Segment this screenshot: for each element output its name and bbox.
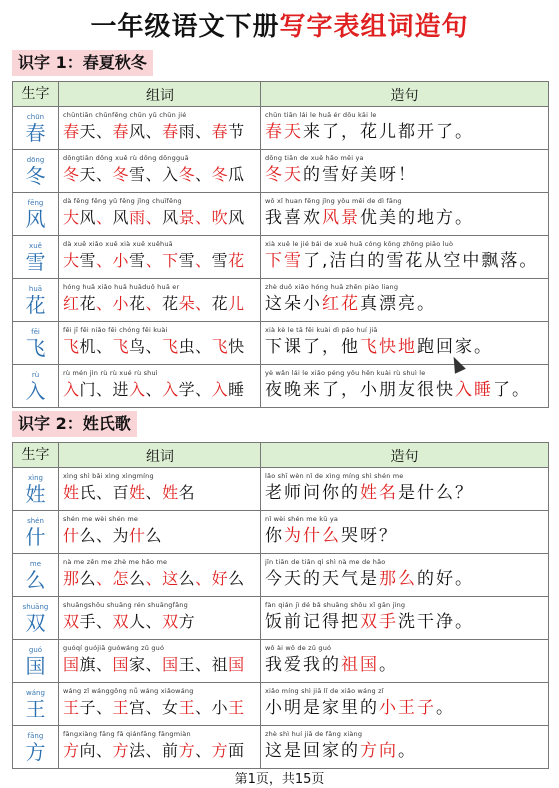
table-row (13, 235, 548, 278)
sentence-part: 冬天 (265, 165, 303, 185)
words-pinyin: rù mén jìn rù rù xué rù shuì (63, 369, 158, 377)
char-glyph: 双 (25, 610, 46, 635)
highlight-char: 冬 (178, 165, 196, 184)
words-text (63, 250, 257, 272)
highlight-char: 什 (129, 526, 146, 545)
char-cell (13, 468, 59, 510)
table-row (13, 553, 548, 596)
word-text: 雪 (79, 251, 97, 270)
char-pinyin: shén (27, 516, 44, 525)
sentence-part: 下雪 (265, 251, 303, 271)
sentence-text (265, 568, 544, 590)
highlight-char: 春 (211, 122, 229, 141)
sentence-highlight: 的雪好美呀！ (303, 165, 417, 185)
word-text: 么 (79, 569, 97, 588)
words-pinyin: fāngxiàng fāng fǎ qiánfāng fāngmiàn (63, 730, 191, 738)
word-text: 王、祖 (178, 655, 229, 674)
highlight-char: 王 (112, 698, 130, 717)
words-text (63, 697, 257, 719)
words-text (63, 121, 257, 143)
char-glyph: 么 (25, 567, 46, 592)
sentence-cell (261, 150, 548, 192)
highlight-char: 飞 (211, 337, 229, 356)
sentence-pinyin: xiǎo míng shì jiā lǐ de xiǎo wáng zǐ (265, 687, 384, 695)
words-cell (59, 640, 261, 682)
header-sentence: 造句 (390, 449, 419, 465)
words-cell (59, 193, 261, 235)
word-text: 么 (178, 569, 196, 588)
highlight-char: 、 (96, 208, 113, 227)
words-pinyin: dà fēng fēng yǔ fēng jǐng chuīfēng (63, 197, 182, 205)
sentence-pinyin: jīn tiān de tiān qì shì nà me de hǎo (265, 558, 386, 566)
sentence-text (265, 611, 544, 633)
words-pinyin: guóqí guójiā guówáng zǔ guó (63, 644, 165, 652)
words-text (63, 207, 257, 229)
words-text (63, 611, 257, 633)
table-header-row (13, 443, 548, 467)
table-row (13, 364, 548, 407)
words-cell (59, 279, 261, 321)
highlight-char: 王 (178, 698, 196, 717)
char-pinyin: huā (28, 284, 43, 293)
table-row (13, 510, 548, 553)
section-title: 识字 1：春夏秋冬 (12, 50, 153, 76)
sentence-highlight: 为什么 (284, 526, 341, 546)
header-sentence: 造句 (390, 88, 419, 104)
highlight-char: 、 (195, 251, 212, 270)
word-text: 风 (112, 208, 130, 227)
word-text: 、 (145, 483, 163, 502)
table-row (13, 725, 548, 768)
sentence-cell (261, 468, 548, 510)
word-text: 鸟、 (129, 337, 163, 356)
highlight-char: 双 (63, 612, 80, 631)
char-glyph: 姓 (25, 481, 46, 506)
words-cell (59, 597, 261, 639)
words-pinyin: shén me wèi shén me (63, 515, 139, 523)
word-text: 人、 (129, 612, 163, 631)
highlight-char: 、好 (195, 569, 229, 588)
highlight-char: 红 (63, 294, 80, 313)
sentence-pinyin: dōng tiān de xuě hǎo měi ya (265, 154, 364, 162)
word-text: 虫、 (178, 337, 212, 356)
sentence-part: 。 (398, 741, 417, 761)
char-pinyin: xuě (29, 241, 42, 250)
sentence-cell (261, 726, 548, 768)
table-row (13, 321, 548, 364)
highlight-char: 王 (228, 698, 245, 717)
char-cell (13, 640, 59, 682)
sentence-cell (261, 279, 548, 321)
sentence-highlight: 方向 (360, 741, 398, 761)
highlight-char: 春 (112, 122, 130, 141)
char-glyph: 冬 (25, 163, 46, 188)
word-text: 宫、女 (129, 698, 179, 717)
sentence-highlight: 风景 (322, 208, 360, 228)
sentence-part: 了。 (493, 380, 531, 400)
sentence-cell (261, 236, 548, 278)
highlight-char: 方 (211, 741, 229, 760)
words-cell (59, 107, 261, 149)
char-pinyin: shuāng (22, 602, 49, 611)
table-header-row (13, 82, 548, 106)
sentence-part: 真漂亮。 (360, 294, 436, 314)
sentence-pinyin: zhè duǒ xiǎo hóng huā zhēn piào liang (265, 283, 399, 291)
sentence-highlight: 姓名 (360, 483, 398, 503)
sentence-text (265, 697, 544, 719)
sentence-part: 的好。 (417, 569, 474, 589)
sentence-part: 下课了，他 (265, 337, 360, 357)
sentence-pinyin: fàn qián jì dé bǎ shuāng shǒu xǐ gān jìng (265, 601, 406, 609)
sentence-part: 洗干净。 (398, 612, 474, 632)
sentence-text (265, 207, 544, 229)
highlight-char: 王 (63, 698, 80, 717)
sentence-pinyin: chūn tiān lái le huā ér dōu kāi le (265, 111, 377, 119)
words-pinyin: dà xuě xiǎo xuě xià xuě xuěhuā (63, 240, 173, 248)
highlight-char: 方 (178, 741, 196, 760)
char-cell (13, 597, 59, 639)
sentence-cell (261, 322, 548, 364)
sentence-pinyin: wǒ xǐ huan fēng jǐng yōu měi de dì fāng (265, 197, 402, 205)
char-pinyin: dōng (26, 155, 45, 164)
word-text: 法、前 (129, 741, 179, 760)
char-pinyin: rù (31, 370, 40, 379)
highlight-char: 方 (63, 741, 80, 760)
sentence-part: 是什么？ (398, 483, 474, 503)
highlight-char: 大 (63, 251, 80, 270)
sentence-text (265, 654, 544, 676)
sentence-part: 跑回家。 (417, 337, 493, 357)
sentence-cell (261, 683, 548, 725)
words-cell (59, 683, 261, 725)
words-cell (59, 150, 261, 192)
words-pinyin: wáng zǐ wánggōng nǚ wáng xiǎowáng (63, 687, 194, 695)
word-text: 瓜 (228, 165, 245, 184)
highlight-char: 国 (63, 655, 80, 674)
sentence-part: 老师问你的 (265, 483, 360, 503)
word-text: 名 (178, 483, 196, 502)
char-glyph: 春 (25, 120, 46, 145)
char-pinyin: guó (28, 645, 43, 654)
highlight-char: 飞 (63, 337, 80, 356)
words-pinyin: hóng huā xiǎo huā huāduǒ huā er (63, 283, 180, 291)
sentence-text (265, 164, 544, 186)
word-text: 门、进 (79, 380, 130, 399)
char-glyph: 雪 (25, 249, 46, 274)
words-text (63, 164, 257, 186)
highlight-char: 姓 (162, 483, 179, 502)
sentence-text (265, 293, 544, 315)
word-text: 么 (145, 526, 163, 545)
words-text (63, 568, 257, 590)
sentence-cell (261, 193, 548, 235)
highlight-char: 冬 (63, 165, 80, 184)
sentence-cell (261, 365, 548, 407)
word-text: 花 (79, 294, 97, 313)
word-text: 天、 (79, 165, 113, 184)
word-text: 、 (195, 165, 212, 184)
highlight-char: 大 (63, 208, 80, 227)
highlight-char: 儿 (228, 294, 245, 313)
header-char: 生字 (13, 82, 59, 106)
highlight-char: 、下 (145, 251, 179, 270)
table-row (13, 639, 548, 682)
sentence-part: 夜晚来了，小朋友很快 (265, 380, 455, 400)
word-text: 雨、 (178, 122, 212, 141)
word-text: 么 (129, 569, 146, 588)
char-glyph: 方 (25, 739, 46, 764)
sentence-cell (261, 597, 548, 639)
sentence-part: 你 (265, 526, 284, 546)
char-glyph: 国 (25, 653, 46, 678)
char-glyph: 什 (25, 524, 46, 549)
sentence-pinyin: xià kè le tā fēi kuài dì pǎo huí jiā (265, 326, 378, 334)
words-pinyin: fēi jī fēi niǎo fēi chóng fēi kuài (63, 326, 168, 334)
word-text: 风、 (129, 122, 163, 141)
sentence-cell (261, 511, 548, 553)
sentence-text (265, 379, 544, 401)
highlight-char: 双 (162, 612, 179, 631)
word-text: 花 (211, 294, 229, 313)
sentence-pinyin: lǎo shī wèn nǐ de xìng míng shì shén me (265, 472, 404, 480)
words-cell (59, 322, 261, 364)
sentence-text (265, 121, 544, 143)
words-pinyin: nà me zěn me zhè me hǎo me (63, 558, 168, 566)
word-text: 雪 (178, 251, 196, 270)
char-glyph: 花 (25, 292, 46, 317)
word-text: 子、 (79, 698, 113, 717)
word-text: 、 (145, 380, 163, 399)
table-row (13, 192, 548, 235)
sentence-part: 优美的地方。 (360, 208, 474, 228)
char-pinyin: fēng (27, 198, 44, 207)
highlight-char: 国 (112, 655, 130, 674)
sentence-part: 这朵小 (265, 294, 322, 314)
words-cell (59, 726, 261, 768)
words-pinyin: chūntiān chūnfēng chūn yǔ chūn jié (63, 111, 187, 119)
word-text: 面 (228, 741, 245, 760)
table-row (13, 278, 548, 321)
sentence-text (265, 482, 544, 504)
highlight-char: 、 (145, 294, 163, 313)
sentence-cell (261, 640, 548, 682)
highlight-char: 景、吹 (178, 208, 229, 227)
word-text: 、 (195, 741, 212, 760)
header-words: 组词 (59, 82, 261, 106)
words-text (63, 336, 257, 358)
word-text: 风 (79, 208, 97, 227)
words-text (63, 654, 257, 676)
sentence-part: 我喜欢 (265, 208, 322, 228)
char-cell (13, 150, 59, 192)
word-text: 向、 (79, 741, 113, 760)
words-text (63, 740, 257, 762)
highlight-char: 方 (112, 741, 130, 760)
char-cell (13, 193, 59, 235)
char-pinyin: chūn (26, 112, 45, 121)
page-title (0, 6, 559, 43)
word-text: 风 (228, 208, 245, 227)
highlight-char: 花 (228, 251, 245, 270)
sentence-part: 这是回家的 (265, 741, 360, 761)
word-text: 节 (228, 122, 245, 141)
words-pinyin: dōngtiān dōng xuě rù dōng dōngguā (63, 154, 189, 162)
char-cell (13, 554, 59, 596)
highlight-char: 雨、 (129, 208, 163, 227)
words-text (63, 525, 257, 547)
highlight-char: 冬 (211, 165, 229, 184)
word-text: 、小 (195, 698, 229, 717)
highlight-char: 什 (63, 526, 80, 545)
character-table (12, 442, 549, 769)
char-glyph: 飞 (25, 335, 46, 360)
words-cell (59, 554, 261, 596)
highlight-char: 、怎 (96, 569, 130, 588)
highlight-char: 冬 (112, 165, 130, 184)
sentence-part: 今天的天气是 (265, 569, 379, 589)
sentence-pinyin: zhè shì huí jiā de fāng xiàng (265, 730, 363, 738)
title-red: 写字表组词造句 (279, 12, 469, 42)
sentence-text (265, 525, 544, 547)
word-text: 雪、入 (129, 165, 179, 184)
char-cell (13, 236, 59, 278)
sentence-highlight: 那么 (379, 569, 417, 589)
sentence-highlight: 双手 (360, 612, 398, 632)
sentence-part: 哭呀？ (341, 526, 398, 546)
char-pinyin: xìng (28, 473, 43, 482)
highlight-char: 朵、 (178, 294, 212, 313)
words-text (63, 482, 257, 504)
char-cell (13, 322, 59, 364)
highlight-char: 国 (228, 655, 245, 674)
sentence-text (265, 336, 544, 358)
word-text: 学、 (178, 380, 212, 399)
sentence-part: 饭前记得把 (265, 612, 360, 632)
char-cell (13, 365, 59, 407)
sentence-highlight: 入睡 (455, 380, 493, 400)
word-text: 机、 (79, 337, 113, 356)
table-row (13, 596, 548, 639)
highlight-char: 入 (211, 380, 229, 399)
words-text (63, 379, 257, 401)
sentence-highlight: 小王子 (379, 698, 436, 718)
char-pinyin: wáng (26, 688, 45, 697)
table-row (13, 467, 548, 510)
word-text: 花 (129, 294, 146, 313)
table-row (13, 106, 548, 149)
sentence-part: 春天 (265, 122, 303, 142)
sentence-highlight: 来了，花儿都开了。 (303, 122, 474, 142)
word-text: 天、 (79, 122, 113, 141)
sentence-highlight: 了,洁白的雪花从空中飘落。 (303, 251, 539, 271)
char-cell (13, 683, 59, 725)
table-row (13, 149, 548, 192)
word-text: 氏、百 (79, 483, 130, 502)
character-table (12, 81, 549, 408)
sentence-highlight: 飞快地 (360, 337, 417, 357)
sentence-part: 我爱我的 (265, 655, 341, 675)
char-pinyin: me (29, 559, 42, 568)
highlight-char: 双 (112, 612, 130, 631)
sentence-pinyin: xià xuě le jié bái de xuě huā cóng kōng zhōng piāo luò (265, 240, 454, 248)
sentence-pinyin: nǐ wèi shén me kū ya (265, 515, 339, 523)
sentence-highlight: 红花 (322, 294, 360, 314)
char-glyph: 王 (25, 696, 46, 721)
char-pinyin: fāng (27, 731, 44, 740)
word-text: 雪 (129, 251, 146, 270)
highlight-char: 入 (129, 380, 146, 399)
char-cell (13, 511, 59, 553)
word-text: 家、 (129, 655, 163, 674)
words-pinyin: shuāngshǒu shuāng rén shuāngfāng (63, 601, 188, 609)
sentence-text (265, 740, 544, 762)
header-words: 组词 (59, 443, 261, 467)
sentence-cell (261, 554, 548, 596)
words-cell (59, 468, 261, 510)
word-text: 风 (162, 208, 179, 227)
char-cell (13, 279, 59, 321)
word-text: 方 (178, 612, 196, 631)
word-text: 睡 (228, 380, 245, 399)
char-glyph: 风 (25, 206, 46, 231)
highlight-char: 姓 (129, 483, 146, 502)
sentence-pinyin: wǒ ài wǒ de zǔ guó (265, 644, 332, 652)
title-black: 一年级语文下册 (90, 12, 280, 42)
char-cell (13, 726, 59, 768)
sentence-part: 。 (436, 698, 455, 718)
words-text (63, 293, 257, 315)
table-row (13, 682, 548, 725)
highlight-char: 、这 (145, 569, 179, 588)
words-cell (59, 236, 261, 278)
section-title: 识字 2：姓氏歌 (12, 411, 137, 437)
sentence-cell (261, 107, 548, 149)
words-cell (59, 365, 261, 407)
char-pinyin: fēi (31, 327, 40, 336)
word-text: 么、为 (79, 526, 130, 545)
highlight-char: 飞 (162, 337, 179, 356)
highlight-char: 飞 (112, 337, 130, 356)
highlight-char: 春 (63, 122, 80, 141)
word-text: 旗、 (79, 655, 113, 674)
highlight-char: 姓 (63, 483, 80, 502)
highlight-char: 、小 (96, 251, 130, 270)
word-text: 雪 (211, 251, 229, 270)
words-pinyin: xìng shì bǎi xìng xìngmíng (63, 472, 154, 480)
highlight-char: 、小 (96, 294, 130, 313)
char-cell (13, 107, 59, 149)
char-glyph: 入 (25, 378, 46, 403)
sentence-pinyin: yè wǎn lái le xiǎo péng yǒu hěn kuài rù shuì le (265, 369, 426, 377)
sentence-part: 。 (379, 655, 398, 675)
word-text: 花 (162, 294, 179, 313)
sentence-highlight: 祖国 (341, 655, 379, 675)
word-text: 手、 (79, 612, 113, 631)
sentence-part: 小明是家里的 (265, 698, 379, 718)
sentence-text (265, 250, 544, 272)
page-footer: 第1页，共15页 (234, 772, 325, 787)
words-cell (59, 511, 261, 553)
highlight-char: 入 (63, 380, 80, 399)
word-text: 快 (228, 337, 245, 356)
header-char: 生字 (13, 443, 59, 467)
word-text: 么 (228, 569, 245, 588)
highlight-char: 国 (162, 655, 179, 674)
highlight-char: 入 (162, 380, 179, 399)
highlight-char: 那 (63, 569, 80, 588)
highlight-char: 春 (162, 122, 179, 141)
